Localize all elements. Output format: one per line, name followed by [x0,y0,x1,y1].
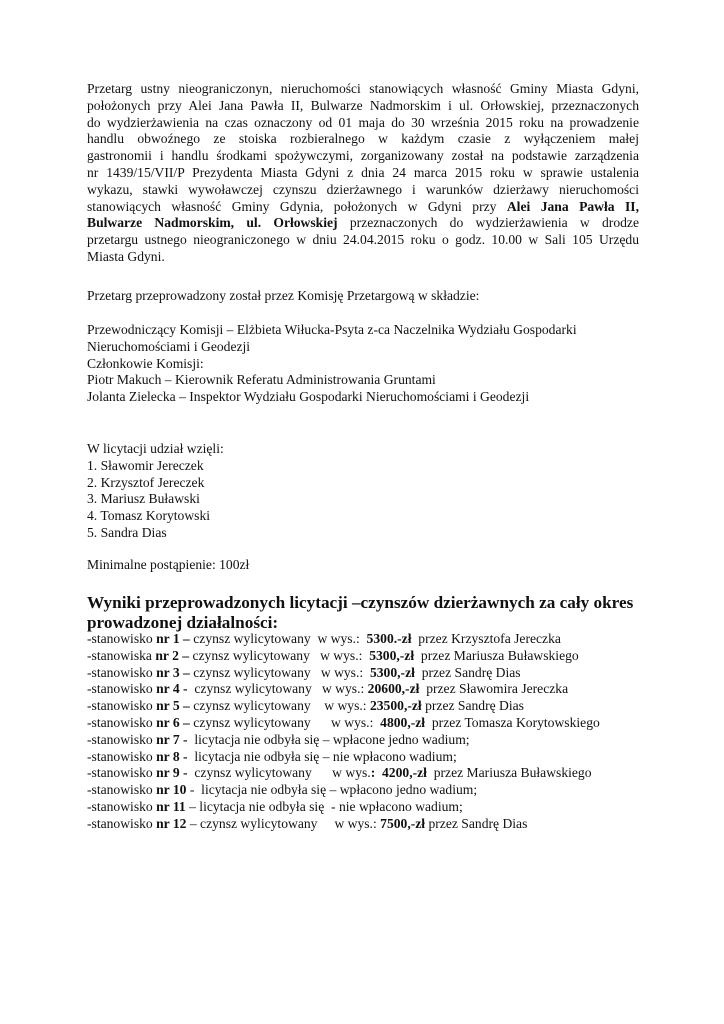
row-prefix: -stanowisko [87,714,157,730]
row-prefix: -stanowisko [87,798,157,814]
rent-amount: 5300.-zł [366,631,412,646]
row-middle: – licytacja nie odbyła się - nie wpłacono wadium; [185,798,463,814]
row-suffix: przez Tomasza Korytowskiego [425,714,600,730]
stand-number: nr 12 [156,815,187,831]
intro-text: przeznaczonych do wydzierżawienia w drodze [337,215,639,231]
row-middle: licytacja nie odbyła się – wpłacone jedno wadium; [187,731,470,747]
commission-member: Piotr Makuch – Kierownik Referatu Administrowania Gruntami [87,372,436,388]
row-prefix: -stanowisko [87,698,157,714]
row-suffix: przez Sandrę Dias [421,698,524,714]
row-suffix: przez Mariusza Buławskiego [414,647,579,663]
intro-text: stanowiących własność Gminy Gdynia, położonych w Gdyni przy [87,198,507,214]
participants-list [87,441,639,542]
results-heading-line: Wyniki przeprowadzonych licytacji –czynszów dzierżawnych za cały okres [87,593,634,612]
participant-item: 1. Sławomir Jereczek [87,457,204,473]
participants-label: W licytacji udział wzięli: [87,441,224,456]
row-middle: – czynsz wylicytowany w wys.: [186,815,381,831]
stand-number: nr 3 – [156,664,190,680]
intro-paragraph [87,81,639,266]
result-row [87,765,667,782]
rent-amount: 5300,-zł [369,664,415,680]
row-middle: czynsz wylicytowany w wys.: [187,681,368,697]
row-prefix: -stanowisko [87,731,157,747]
intro-line: wykazu, stawki wywoławczej czynszu dzierżawnego i warunków dzierżawy nieruchomości [87,181,639,197]
intro-line: przetargu ustnego nieograniczonego w dniu 24.04.2015 roku o godz. 10.00 w Sali 105 Urzędu [87,232,639,248]
stand-number: nr 8 - [156,748,188,764]
row-prefix: -stanowisko [87,815,157,831]
result-row [87,799,667,816]
stand-number: nr 6 – [156,714,190,730]
row-prefix: -stanowisko [87,681,157,697]
row-suffix: przez Sandrę Dias [425,815,528,831]
results-heading [87,593,647,633]
participant-item: 5. Sandra Dias [87,524,167,540]
location-bold: Alei Jana Pawła II, [506,198,639,214]
row-middle: czynsz wylicytowany w wys.: [189,698,370,714]
stand-number: nr 2 – [155,647,190,663]
intro-line: nr 1439/15/VII/P Prezydenta Miasta Gdyni z dnia 24 marca 2015 roku w sprawie ustalenia [87,164,639,180]
result-row [87,648,667,665]
row-middle: czynsz wylicytowany w wys.: [189,714,381,730]
commission-list [87,322,639,406]
row-prefix: -stanowisko [87,782,157,798]
result-row [87,732,667,749]
result-row [87,816,667,833]
row-suffix: przez Sandrę Dias [414,664,521,680]
row-prefix: -stanowisko [87,765,157,781]
commission-intro-text: Przetarg przeprowadzony został przez Komisję Przetargową w składzie: [87,288,480,303]
stand-number: nr 1 – [156,631,190,646]
rent-amount: : 4200,-zł [370,765,427,781]
row-middle: czynsz wylicytowany w wys. [187,765,371,781]
row-middle: licytacja nie odbyła się – nie wpłacono wadium; [187,748,457,764]
row-middle: czynsz wylicytowany w wys.: [189,631,367,646]
intro-line: do wydzierżawienia na czas oznaczony od 01 maja do 30 września 2015 roku na prowadzenie [87,114,639,130]
row-prefix: -stanowisko [87,748,157,764]
row-suffix: przez Sławomira Jereczka [419,681,569,697]
commission-intro [87,288,639,305]
commission-chair-cont: Nieruchomościami i Geodezji [87,338,251,354]
result-row [87,681,667,698]
row-prefix: -stanowiska [87,647,156,663]
result-row [87,749,667,766]
row-middle: - licytacja nie odbyła się – wpłacono jedno wadium; [186,782,478,798]
location-bold: Bulwarze Nadmorskim, ul. Orłowskiej [87,215,338,231]
stand-number: nr 11 [156,798,186,814]
participant-item: 4. Tomasz Korytowski [87,508,211,524]
result-row [87,782,667,799]
participant-item: 2. Krzysztof Jereczek [87,474,205,490]
stand-number: nr 10 [156,782,187,798]
results-list [87,631,667,833]
row-prefix: -stanowisko [87,631,157,646]
commission-chair: Przewodniczący Komisji – Elżbieta Wiłucka-Psyta z-ca Naczelnika Wydziału Gospodarki [87,322,577,337]
commission-member: Jolanta Zielecka – Inspektor Wydziału Gospodarki Nieruchomościami i Geodezji [87,389,530,405]
intro-line [87,215,639,232]
rent-amount: 4800,-zł [380,714,426,730]
result-row [87,631,667,648]
min-bid [87,557,639,574]
participant-item: 3. Mariusz Buławski [87,491,200,507]
row-middle: czynsz wylicytowany w wys.: [189,647,370,663]
stand-number: nr 9 - [156,765,188,781]
rent-amount: 5300,-zł [369,647,415,663]
intro-line: Przetarg ustny nieograniczonyn, nieruchomości stanowiących własność Gminy Miasta Gdyni, [87,81,639,96]
min-bid-text: Minimalne postąpienie: 100zł [87,557,250,572]
commission-members-label: Członkowie Komisji: [87,355,204,371]
result-row [87,698,667,715]
result-row [87,715,667,732]
intro-line: Miasta Gdyni. [87,248,165,264]
rent-amount: 20600,-zł [367,681,420,697]
row-suffix: przez Krzysztofa Jereczka [411,631,561,646]
result-row [87,665,667,682]
row-prefix: -stanowisko [87,664,157,680]
rent-amount: 23500,-zł [369,698,422,714]
results-heading-line: prowadzonej działalności: [87,613,279,632]
stand-number: nr 4 - [156,681,188,697]
stand-number: nr 7 - [156,731,188,747]
rent-amount: 7500,-zł [380,815,426,831]
row-suffix: przez Mariusza Buławskiego [426,765,592,781]
intro-line: gastronomii i handlu środkami spożywczymi, zorganizowany został na podstawie zarządzenia [87,148,639,164]
intro-line [87,199,639,216]
intro-line: położonych przy Alei Jana Pawła II, Bulwarze Nadmorskim i ul. Orłowskiej, przeznaczonych [87,97,639,113]
intro-line: handlu obwoźnego ze stoiska rozbieralnego w każdym czasie z wyłączeniem małej [87,131,639,147]
row-middle: czynsz wylicytowany w wys.: [189,664,370,680]
stand-number: nr 5 – [156,698,190,714]
